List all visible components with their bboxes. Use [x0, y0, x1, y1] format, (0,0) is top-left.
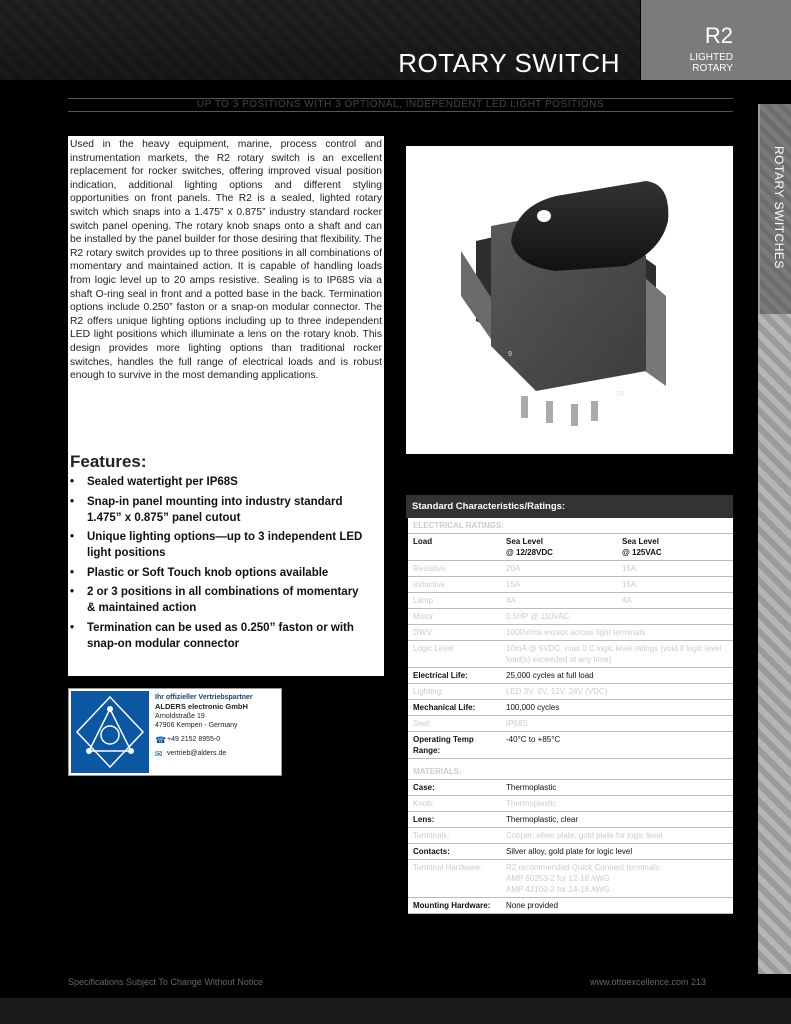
distributor-phone-row	[155, 734, 281, 746]
row-value: 100,000 cycles	[506, 703, 560, 712]
feature-text: Termination can be used as 0.250” faston or with snap-on modular connector	[87, 621, 354, 650]
row-ac: 4A	[622, 596, 632, 605]
row-label: DWV	[413, 628, 432, 637]
description-text: Used in the heavy equipment, marine, process control and instrumentation markets, the R2 rotary switch is an excellent replacement for rocker switches, offering improved visual position indication, additional lighting options and different styling opportunities on front panels. The R2 is a sealed, lighted rotary switch which snaps into a 1.475” x 0.875” industry standard rocker switch panel opening. The rotary knob snaps onto a shaft and can be installed by the panel builder for those desiring that flexibility. The R2 rotary switch provides up to three positions in all combinations of momentary and maintained action. It is capable of handling loads from logic level up to 20 amps resistive. Sealing is to IP68S via a shaft O-ring seal in front and a potted base in the back. Termination options include 0.250” faston or a snap-on modular connector. The R2 offers unique lighting options including up to three independent LED light positions which illuminate a lens on the rotary knob. This design provides more lighting options than traditional rocker switches, handles the full range of electrical loads and is robust enough to survive in the most demanding applications.	[70, 139, 382, 382]
footer-website-page: www.ottoexcellence.com 213	[590, 977, 707, 987]
row-value: None provided	[506, 901, 559, 910]
product-code: R2	[704, 23, 733, 48]
table-row	[408, 844, 733, 860]
row-label: Lighting:	[413, 687, 444, 696]
row-label: Knob:	[413, 799, 434, 808]
feature-item	[70, 584, 370, 616]
side-tab-label: ROTARY SWITCHES	[772, 146, 786, 269]
subtitle-banner: UP TO 3 POSITIONS WITH 3 OPTIONAL, INDEPENDENT LED LIGHT POSITIONS	[68, 98, 733, 112]
row-value: Thermoplastic, clear	[506, 815, 579, 824]
feature-item	[70, 565, 370, 581]
feature-item	[70, 620, 370, 652]
electrical-ratings-header: ELECTRICAL RATINGS:	[408, 518, 733, 534]
row-label: Terminals:	[413, 831, 450, 840]
distributor-street: Arnoldstraße 19	[155, 713, 205, 720]
row-value: 0.5HP @ 110VAC	[506, 612, 570, 621]
product-code-box	[641, 0, 791, 80]
characteristics-table	[408, 495, 733, 914]
row-value: Thermoplastic	[506, 783, 557, 792]
product-image-panel	[406, 146, 733, 454]
footer-band	[0, 998, 791, 1024]
row-label: Mounting Hardware:	[413, 901, 491, 910]
row-value: 10mA @ 5VDC, max 0.C logic level ratings (void if logic level load(s) exceeded at any time)	[506, 644, 722, 664]
table-row	[408, 561, 733, 577]
row-dc: 15A	[506, 580, 521, 589]
email-icon: ✉	[155, 749, 163, 759]
row-label: Contacts:	[413, 847, 450, 856]
row-label: Mechanical Life:	[413, 703, 476, 712]
table-row	[408, 593, 733, 609]
distributor-phone: +49 2152 8955-0	[167, 736, 221, 743]
feature-text: Plastic or Soft Touch knob options available	[87, 566, 329, 579]
row-dc: 4A	[506, 596, 516, 605]
row-label: Operating Temp Range:	[413, 735, 474, 755]
page-title: ROTARY SWITCH	[398, 48, 620, 78]
col-load: Load	[413, 537, 433, 546]
bullet-icon: •	[70, 621, 75, 634]
feature-text: 2 or 3 positions in all combinations of momentary & maintained action	[87, 586, 359, 614]
row-value: LED 3V, 6V, 12V, 24V (VDC)	[506, 687, 608, 696]
row-ac: 15A	[622, 580, 637, 589]
terminal-hw-line: AMP 42100-2 for 14-18 AWG	[506, 885, 610, 894]
features-list	[70, 474, 370, 655]
table-row	[408, 668, 733, 684]
row-value: 1000Vrms except across light terminals	[506, 628, 646, 637]
row-label: Motor	[413, 612, 434, 621]
table-row	[408, 860, 733, 898]
distributor-box	[68, 688, 282, 776]
row-value: -40°C to +85°C	[506, 735, 561, 744]
bullet-icon: •	[70, 476, 75, 488]
table-row	[408, 732, 733, 759]
row-ac: 15A	[622, 564, 637, 573]
row-label: Case:	[413, 783, 435, 792]
row-value: 25,000 cycles at full load	[506, 671, 594, 680]
product-code-subtitle	[690, 52, 733, 74]
features-heading: Features:	[70, 452, 147, 471]
table-row	[408, 828, 733, 844]
distributor-logo-icon	[71, 691, 149, 773]
row-label: Lens:	[413, 815, 435, 824]
bullet-icon: •	[70, 586, 75, 598]
distributor-email-row	[155, 748, 281, 760]
row-label: Lamp	[413, 596, 434, 605]
table-row	[408, 812, 733, 828]
row-value	[502, 860, 733, 897]
row-value: IP68S	[506, 719, 528, 728]
table-row	[408, 780, 733, 796]
distributor-heading: Ihr offizieller Vertriebspartner	[155, 694, 253, 701]
row-value: Copper, silver plate, gold plate for logic level	[506, 831, 663, 840]
row-dc: 20A	[506, 564, 521, 573]
table-row	[408, 796, 733, 812]
distributor-email: vertrieb@alders.de	[167, 750, 227, 757]
col-ac: Sea Level @ 125VAC	[622, 537, 662, 557]
table-row	[408, 684, 733, 700]
row-label: Seal:	[413, 719, 432, 728]
distributor-name: ALDERS electronic GmbH	[155, 702, 248, 711]
row-value: Silver alloy, gold plate for logic level	[506, 847, 633, 856]
table-row	[408, 577, 733, 593]
footer-disclaimer: Specifications Subject To Change Without Notice	[68, 977, 263, 987]
bullet-icon: •	[70, 566, 75, 579]
table-row	[408, 625, 733, 641]
table-row	[408, 898, 733, 914]
side-decoration	[758, 314, 791, 974]
table-header-row	[408, 534, 733, 561]
distributor-text	[155, 693, 281, 760]
terminal-label-b: 10	[616, 391, 624, 398]
col-dc: Sea Level @ 12/28VDC	[506, 537, 553, 557]
table-title: Standard Characteristics/Ratings:	[406, 495, 733, 518]
feature-item	[70, 529, 370, 561]
bullet-icon: •	[70, 531, 75, 543]
terminal-label-a: 9	[508, 351, 512, 358]
table-row	[408, 641, 733, 668]
code-sub-lighted: LIGHTED	[689, 52, 733, 63]
row-label: Resistive	[413, 564, 446, 573]
table-row	[408, 700, 733, 716]
table-row	[408, 609, 733, 625]
feature-item	[70, 494, 370, 526]
code-sub-rotary: ROTARY	[692, 63, 733, 74]
terminal-hw-line: R2 recommended Quick Connect terminals:	[506, 863, 662, 872]
feature-item	[70, 474, 370, 490]
row-label: Logic Level	[413, 644, 454, 653]
row-label: Electrical Life:	[413, 671, 468, 680]
row-label: Inductive	[413, 580, 446, 589]
distributor-city: 47906 Kempen - Germany	[155, 722, 238, 729]
row-value: Thermoplastic	[506, 799, 557, 808]
terminal-hw-line: AMP 60253-2 for 12-18 AWG	[506, 874, 610, 883]
bullet-icon: •	[70, 495, 75, 508]
materials-header: MATERIALS:	[408, 764, 733, 780]
feature-text: Snap-in panel mounting into industry standard 1.475” x 0.875” panel cutout	[87, 495, 343, 524]
table-row	[408, 716, 733, 732]
row-label: Terminal Hardware:	[413, 863, 483, 872]
distributor-logo	[71, 691, 149, 773]
feature-text: Sealed watertight per IP68S	[87, 476, 238, 488]
rotary-switch-image	[406, 146, 733, 454]
feature-text: Unique lighting options—up to 3 independent LED light positions	[87, 531, 363, 559]
phone-icon: ☎	[155, 735, 167, 745]
